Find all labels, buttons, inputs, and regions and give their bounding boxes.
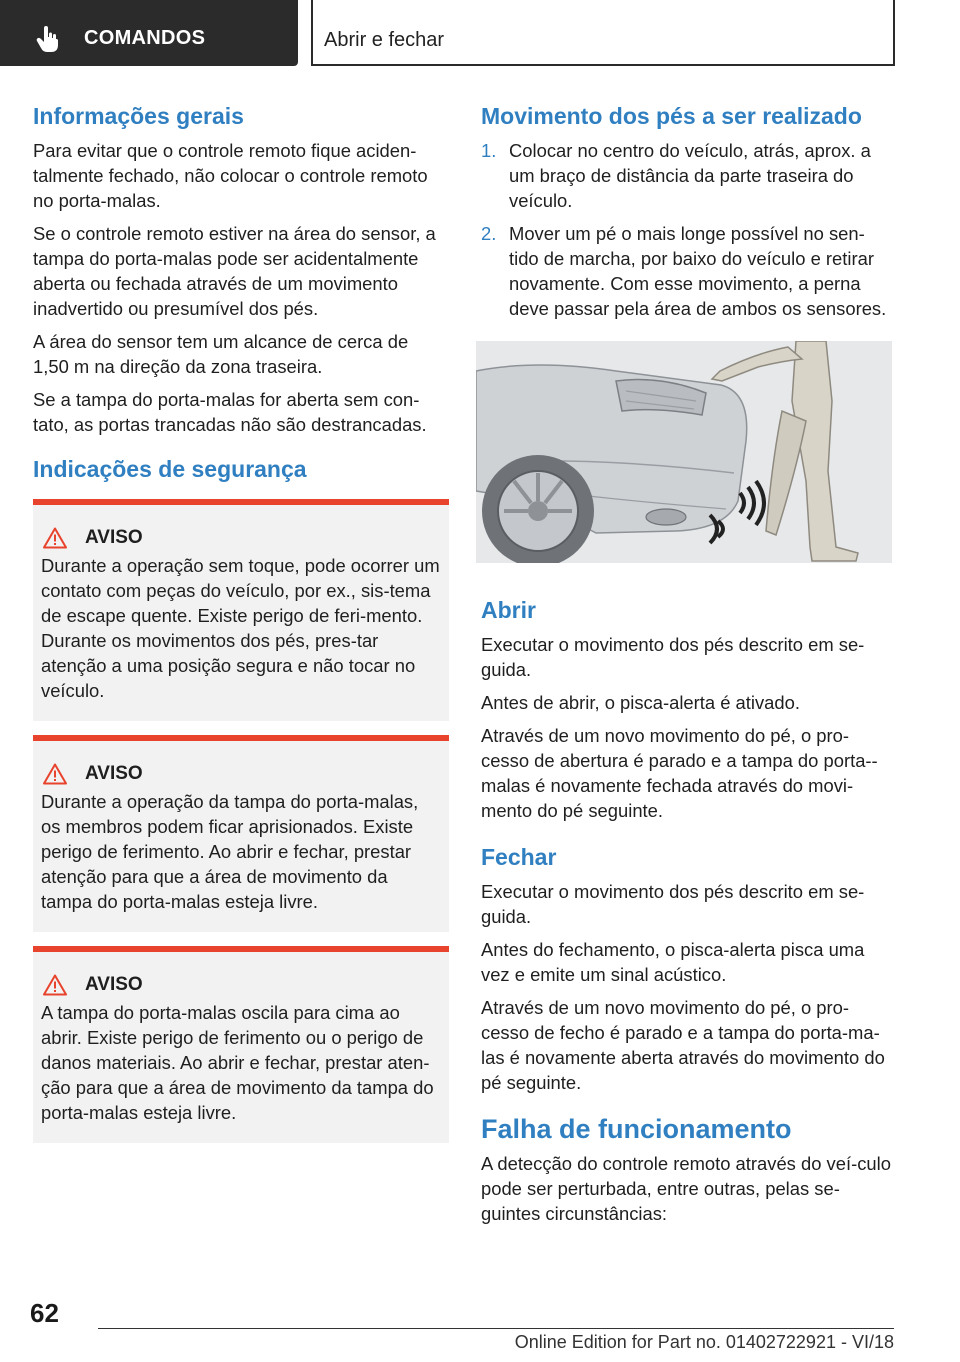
step-item (481, 221, 893, 321)
movement-heading: Movimento dos pés a ser realizado (481, 103, 862, 129)
step-number: 2. (481, 223, 497, 244)
section-subtitle: Abrir e fechar (324, 29, 445, 51)
warning-title: AVISO (85, 974, 143, 995)
hand-pointer-icon (36, 26, 60, 52)
step-text: Colocar no centro do veículo, atrás, aprox. a um braço de distância da parte traseira do veículo. (509, 140, 871, 211)
warning-box (33, 946, 449, 1143)
warning-text: Durante a operação da tampa do porta-malas, os membros podem ficar aprisionados. Existe perigo de ferimento. Ao abrir e fechar, prestar atenção para que a área de movimento da tampa do porta-malas esteja livre. (41, 791, 419, 912)
step-list (481, 138, 893, 321)
open-paragraph: Antes de abrir, o pisca-alerta é ativado. (481, 692, 800, 713)
close-paragraph: Executar o movimento dos pés descrito em se-guida. (481, 881, 865, 927)
right-column (481, 100, 893, 1234)
header-divider (311, 0, 313, 66)
page-header (0, 0, 960, 66)
close-paragraph: Através de um novo movimento do pé, o pro-cesso de fecho é parado e a tampa do porta-ma-las é novamente aberta através do movimento do pé seguinte. (481, 997, 885, 1093)
open-paragraph: Através de um novo movimento do pé, o pro-cesso de abertura é parado e a tampa do porta--malas é novamente fechada através do movi-mento do pé seguinte. (481, 725, 878, 821)
general-paragraph: A área do sensor tem um alcance de cerca de 1,50 m na direção da zona traseira. (33, 331, 409, 377)
step-item (481, 138, 893, 213)
warning-title: AVISO (85, 527, 143, 548)
warning-title: AVISO (85, 763, 143, 784)
close-paragraph: Antes do fechamento, o pisca-alerta pisca uma vez e emite um sinal acústico. (481, 939, 865, 985)
warning-header (43, 763, 441, 785)
open-paragraph: Executar o movimento dos pés descrito em se-guida. (481, 634, 865, 680)
footer-rule (98, 1328, 894, 1329)
malfunction-paragraph: A detecção do controle remoto através do veí-culo pode ser perturbada, entre outras, pelas se-guintes circunstâncias: (481, 1153, 891, 1224)
safety-heading: Indicações de segurança (33, 456, 307, 482)
close-heading: Fechar (481, 844, 557, 870)
warning-box (33, 499, 449, 721)
warning-triangle-icon (43, 763, 67, 785)
warning-header (43, 974, 441, 996)
edition-text: Online Edition for Part no. 01402722921 - VI/18 (514, 1332, 894, 1352)
step-text: Mover um pé o mais longe possível no sen-tido de marcha, por baixo do veículo e retirar novamente. Com esse movimento, a perna deve passar pela área de ambos os sensores. (509, 223, 887, 319)
malfunction-heading: Falha de funcionamento (481, 1114, 792, 1144)
general-info-heading: Informações gerais (33, 103, 244, 129)
header-right-border (893, 0, 895, 66)
general-paragraph: Se o controle remoto estiver na área do sensor, a tampa do porta-malas pode ser acidentalmente aberta ou fechada através de um movimento inadvertido ou presumível dos pés. (33, 223, 436, 319)
open-heading: Abrir (481, 597, 536, 623)
header-bottom-border (311, 64, 895, 66)
page-number: 62 (30, 1298, 59, 1328)
warning-header (43, 527, 441, 549)
warning-text: A tampa do porta-malas oscila para cima ao abrir. Existe perigo de ferimento ou o perigo de danos materiais. Ao abrir e fechar, prestar aten-ção para que a área de movimento da tampa do porta-malas esteja livre. (41, 1002, 434, 1123)
left-column (33, 100, 449, 1157)
warning-text: Durante a operação sem toque, pode ocorrer um contato com peças do veículo, por ex., sis-tema de escape quente. Existe perigo de feri-mento. Durante os movimentos dos pés, pres-tar atenção a uma posição segura e não tocar no veículo. (41, 555, 440, 701)
foot-gesture-illustration (476, 341, 892, 563)
general-paragraph: Se a tampa do porta-malas for aberta sem con-tato, as portas trancadas não são destrancadas. (33, 389, 427, 435)
warning-triangle-icon (43, 974, 67, 996)
chapter-label: COMANDOS (84, 27, 206, 49)
warning-box (33, 735, 449, 932)
step-number: 1. (481, 140, 497, 161)
chapter-tab (0, 0, 298, 66)
warning-triangle-icon (43, 527, 67, 549)
general-paragraph: Para evitar que o controle remoto fique aciden-talmente fechado, não colocar o controle remoto no porta-malas. (33, 140, 428, 211)
